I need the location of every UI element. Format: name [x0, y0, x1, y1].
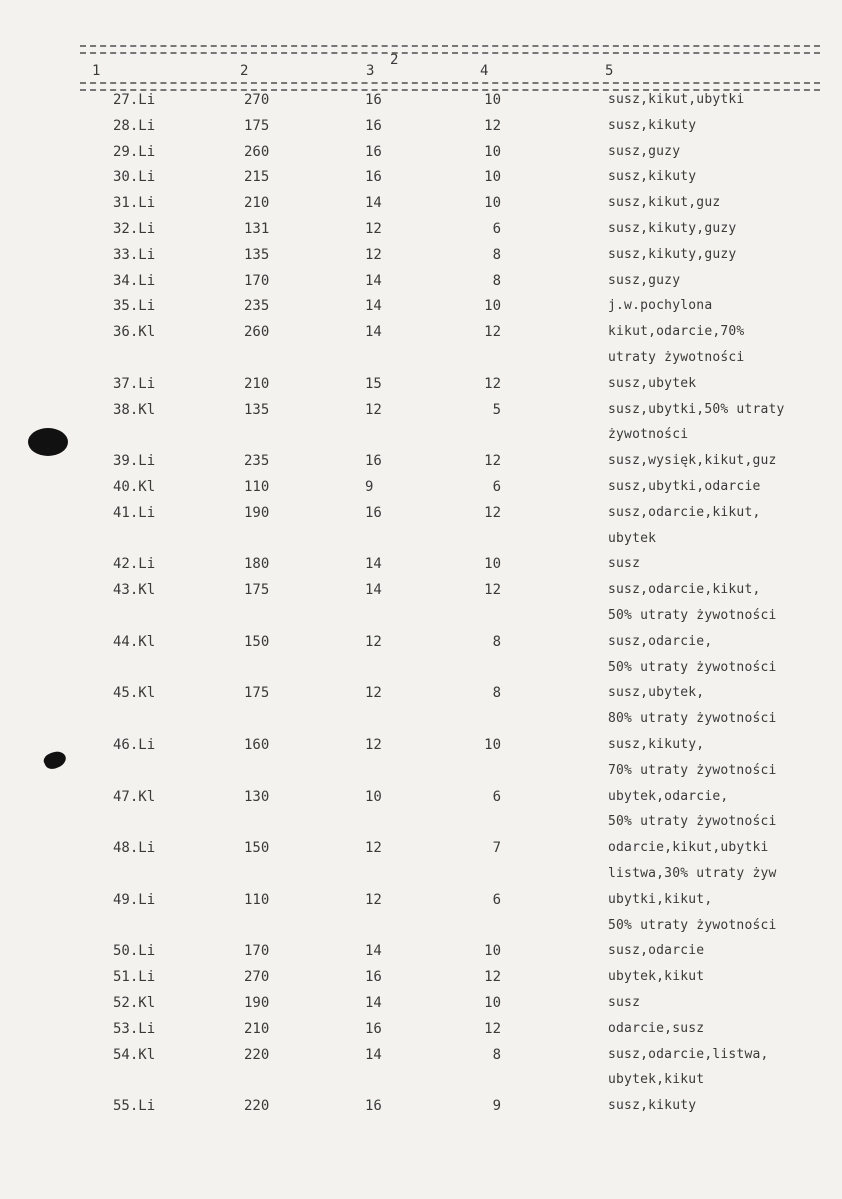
table-row — [0, 503, 842, 529]
table-cell-c2: 210 — [244, 195, 270, 212]
table-cell-c5: susz,ubytek — [608, 375, 697, 391]
table-row — [0, 193, 842, 219]
table-cell-c2: 190 — [244, 995, 270, 1011]
table-cell-c5: susz,odarcie,kikut, — [608, 504, 761, 520]
table-cell-c4: 6 — [492, 788, 501, 805]
table-cell-c5: odarcie,kikut,ubytki — [608, 840, 769, 856]
table-cell-c3: 14 — [365, 995, 382, 1011]
table-row — [0, 683, 842, 709]
table-cell-c5: susz,odarcie,kikut, — [608, 582, 761, 598]
table-cell-c2: 135 — [244, 246, 270, 263]
table-row — [0, 245, 842, 271]
table-row — [0, 400, 842, 426]
table-cell-c4: 12 — [484, 453, 501, 470]
table-cell-c1: 44.Kl — [113, 633, 156, 650]
table-row — [0, 967, 842, 993]
table-cell-c5: ubytek — [608, 530, 657, 546]
table-cell-c4: 10 — [484, 195, 501, 212]
table-cell-c1: 30.Li — [113, 169, 156, 186]
table-cell-c1: 27.Li — [113, 92, 156, 108]
table-cell-c3: 14 — [365, 582, 382, 599]
table-cell-c3: 12 — [365, 840, 382, 857]
table-cell-c3: 14 — [365, 324, 382, 341]
table-cell-c2: 235 — [244, 453, 270, 470]
table-cell-c3: 12 — [365, 737, 382, 753]
table-cell-c2: 210 — [244, 1020, 270, 1037]
table-cell-c1: 48.Li — [113, 840, 156, 857]
table-cell-c5: 50% utraty żywotności — [608, 814, 777, 830]
table-cell-c2: 131 — [244, 221, 270, 237]
table-cell-c5: żywotności — [608, 427, 689, 443]
table-cell-c5: susz,ubytki,50% utraty — [608, 401, 785, 417]
table-cell-c1: 34.Li — [113, 272, 156, 289]
table-cell-c4: 10 — [484, 995, 501, 1011]
table-cell-c2: 150 — [244, 633, 270, 650]
table-cell-c3: 14 — [365, 272, 382, 289]
table-cell-c3: 14 — [365, 556, 382, 573]
table-cell-c5: susz,kikuty,guzy — [608, 246, 737, 262]
table-cell-c2: 210 — [244, 375, 270, 392]
table-cell-c2: 270 — [244, 969, 270, 986]
table-row — [0, 606, 842, 632]
table-cell-c1: 32.Li — [113, 221, 156, 237]
table-cell-c4: 12 — [484, 117, 501, 134]
table-cell-c4: 12 — [484, 324, 501, 341]
table-cell-c5: 70% utraty żywotności — [608, 762, 777, 778]
table-row — [0, 142, 842, 168]
table-cell-c2: 175 — [244, 582, 270, 599]
table-row — [0, 761, 842, 787]
table-row — [0, 219, 842, 245]
table-cell-c5: susz,ubytki,odarcie — [608, 479, 761, 494]
table-row — [0, 322, 842, 348]
table-cell-c5: susz,odarcie — [608, 943, 705, 959]
punch-hole — [28, 428, 68, 456]
table-cell-c5: 50% utraty żywotności — [608, 608, 777, 623]
table-cell-c1: 38.Kl — [113, 401, 156, 418]
table-cell-c1: 55.Li — [113, 1098, 156, 1115]
table-cell-c1: 53.Li — [113, 1020, 156, 1037]
table-cell-c3: 12 — [365, 633, 382, 650]
table-row — [0, 890, 842, 916]
table-cell-c4: 10 — [484, 169, 501, 186]
table-cell-c5: susz,kikuty — [608, 117, 697, 133]
table-cell-c4: 12 — [484, 969, 501, 986]
table-row — [0, 348, 842, 374]
table-row — [0, 735, 842, 761]
table-cell-c4: 12 — [484, 375, 501, 392]
table-cell-c1: 29.Li — [113, 143, 156, 160]
table-row — [0, 632, 842, 658]
table-row — [0, 451, 842, 477]
column-header-5: 5 — [605, 63, 614, 79]
table-cell-c5: ubytek,kikut — [608, 969, 705, 985]
column-header-4: 4 — [480, 63, 489, 79]
table-cell-c1: 40.Kl — [113, 479, 156, 495]
table-cell-c5: kikut,odarcie,70% — [608, 324, 745, 340]
table-cell-c1: 52.Kl — [113, 995, 156, 1011]
table-cell-c3: 16 — [365, 1098, 382, 1115]
table-row — [0, 529, 842, 555]
table-cell-c4: 5 — [492, 401, 501, 418]
table-cell-c2: 270 — [244, 92, 270, 108]
table-cell-c4: 8 — [492, 246, 501, 263]
table-cell-c3: 16 — [365, 169, 382, 186]
table-cell-c4: 8 — [492, 685, 501, 702]
table-cell-c2: 135 — [244, 401, 270, 418]
table-cell-c3: 12 — [365, 221, 382, 237]
table-top-rule — [80, 45, 820, 54]
table-cell-c1: 47.Kl — [113, 788, 156, 805]
table-cell-c5: susz,kikuty,guzy — [608, 221, 737, 236]
table-cell-c2: 190 — [244, 504, 270, 521]
table-cell-c1: 43.Kl — [113, 582, 156, 599]
table-row — [0, 838, 842, 864]
table-cell-c5: susz,kikuty, — [608, 737, 705, 752]
table-cell-c3: 9 — [365, 479, 374, 495]
table-cell-c3: 12 — [365, 891, 382, 908]
table-cell-c4: 10 — [484, 143, 501, 160]
table-row — [0, 116, 842, 142]
table-cell-c2: 180 — [244, 556, 270, 573]
table-cell-c3: 16 — [365, 143, 382, 160]
table-cell-c5: susz — [608, 556, 641, 572]
table-row — [0, 1045, 842, 1071]
table-cell-c3: 15 — [365, 375, 382, 392]
table-row — [0, 993, 842, 1019]
table-cell-c3: 14 — [365, 195, 382, 212]
table-row — [0, 374, 842, 400]
table-row — [0, 916, 842, 942]
table-cell-c1: 28.Li — [113, 117, 156, 134]
table-cell-c5: susz,guzy — [608, 272, 681, 288]
table-cell-c2: 110 — [244, 891, 270, 908]
table-cell-c2: 130 — [244, 788, 270, 805]
table-cell-c4: 12 — [484, 1020, 501, 1037]
table-cell-c4: 7 — [492, 840, 501, 857]
table-cell-c5: susz,kikuty — [608, 169, 697, 185]
table-row — [0, 864, 842, 890]
table-cell-c2: 110 — [244, 479, 270, 495]
table-cell-c5: susz,guzy — [608, 143, 681, 159]
table-cell-c4: 10 — [484, 556, 501, 573]
table-cell-c1: 35.Li — [113, 298, 156, 315]
table-cell-c5: susz,kikut,ubytki — [608, 92, 745, 107]
page-number: 2 — [390, 52, 399, 68]
table-cell-c5: ubytek,odarcie, — [608, 788, 729, 804]
table-cell-c2: 175 — [244, 117, 270, 134]
table-cell-c2: 220 — [244, 1098, 270, 1115]
table-cell-c2: 235 — [244, 298, 270, 315]
table-row — [0, 554, 842, 580]
table-cell-c3: 16 — [365, 969, 382, 986]
table-row — [0, 580, 842, 606]
table-cell-c4: 8 — [492, 633, 501, 650]
table-row — [0, 941, 842, 967]
table-cell-c5: j.w.pochylona — [608, 298, 713, 314]
table-row — [0, 1096, 842, 1122]
table-cell-c5: susz,kikut,guz — [608, 195, 721, 211]
table-cell-c3: 16 — [365, 92, 382, 108]
table-cell-c5: ubytek,kikut — [608, 1072, 705, 1088]
table-cell-c3: 16 — [365, 117, 382, 134]
table-cell-c5: susz,odarcie, — [608, 633, 713, 649]
table-cell-c2: 175 — [244, 685, 270, 702]
table-cell-c3: 14 — [365, 1046, 382, 1063]
table-cell-c5: ubytki,kikut, — [608, 891, 713, 907]
table-row — [0, 477, 842, 503]
table-cell-c5: susz,kikuty — [608, 1098, 697, 1114]
table-cell-c5: listwa,30% utraty żyw — [608, 866, 777, 881]
table-cell-c5: 50% utraty żywotności — [608, 659, 777, 675]
table-cell-c3: 12 — [365, 685, 382, 702]
table-cell-c3: 16 — [365, 1020, 382, 1037]
table-row — [0, 90, 842, 116]
table-cell-c5: odarcie,susz — [608, 1020, 705, 1036]
table-cell-c2: 170 — [244, 272, 270, 289]
table-cell-c2: 170 — [244, 943, 270, 960]
table-row — [0, 425, 842, 451]
table-cell-c4: 10 — [484, 943, 501, 960]
table-cell-c4: 6 — [492, 891, 501, 908]
table-row — [0, 167, 842, 193]
table-row — [0, 271, 842, 297]
table-cell-c1: 39.Li — [113, 453, 156, 470]
table-cell-c2: 160 — [244, 737, 270, 753]
table-cell-c1: 54.Kl — [113, 1046, 156, 1063]
table-cell-c3: 10 — [365, 788, 382, 805]
table-cell-c1: 37.Li — [113, 375, 156, 392]
table-cell-c3: 14 — [365, 943, 382, 960]
table-cell-c4: 6 — [492, 221, 501, 237]
table-cell-c1: 31.Li — [113, 195, 156, 212]
table-cell-c1: 42.Li — [113, 556, 156, 573]
table-cell-c4: 12 — [484, 582, 501, 599]
table-cell-c2: 260 — [244, 143, 270, 160]
table-row — [0, 709, 842, 735]
column-header-2: 2 — [240, 63, 249, 79]
table-cell-c4: 9 — [492, 1098, 501, 1115]
table-cell-c5: susz,odarcie,listwa, — [608, 1046, 769, 1062]
table-cell-c5: 80% utraty żywotności — [608, 711, 777, 727]
table-cell-c1: 45.Kl — [113, 685, 156, 702]
table-cell-c4: 10 — [484, 92, 501, 108]
table-cell-c4: 10 — [484, 298, 501, 315]
table-cell-c1: 33.Li — [113, 246, 156, 263]
table-row — [0, 658, 842, 684]
table-cell-c1: 51.Li — [113, 969, 156, 986]
table-cell-c3: 14 — [365, 298, 382, 315]
table-cell-c5: susz — [608, 995, 641, 1010]
table-row — [0, 1070, 842, 1096]
table-cell-c3: 12 — [365, 246, 382, 263]
table-cell-c3: 16 — [365, 504, 382, 521]
table-row — [0, 787, 842, 813]
table-row — [0, 1019, 842, 1045]
table-row — [0, 812, 842, 838]
table-cell-c1: 50.Li — [113, 943, 156, 960]
table-cell-c2: 150 — [244, 840, 270, 857]
table-cell-c4: 6 — [492, 479, 501, 495]
table-cell-c4: 10 — [484, 737, 501, 753]
table-cell-c4: 8 — [492, 1046, 501, 1063]
table-cell-c1: 46.Li — [113, 737, 156, 753]
table-cell-c4: 12 — [484, 504, 501, 521]
table-cell-c2: 260 — [244, 324, 270, 341]
table-cell-c1: 36.Kl — [113, 324, 156, 341]
table-cell-c2: 215 — [244, 169, 270, 186]
table-row — [0, 296, 842, 322]
table-cell-c1: 41.Li — [113, 504, 156, 521]
table-cell-c2: 220 — [244, 1046, 270, 1063]
table-cell-c5: susz,ubytek, — [608, 685, 705, 701]
table-cell-c1: 49.Li — [113, 891, 156, 908]
column-header-3: 3 — [366, 63, 375, 79]
table-cell-c5: utraty żywotności — [608, 350, 745, 365]
table-cell-c4: 8 — [492, 272, 501, 289]
table-cell-c3: 16 — [365, 453, 382, 470]
table-cell-c5: 50% utraty żywotności — [608, 917, 777, 933]
table-cell-c5: susz,wysięk,kikut,guz — [608, 453, 777, 469]
table-cell-c3: 12 — [365, 401, 382, 418]
column-header-1: 1 — [92, 63, 101, 79]
